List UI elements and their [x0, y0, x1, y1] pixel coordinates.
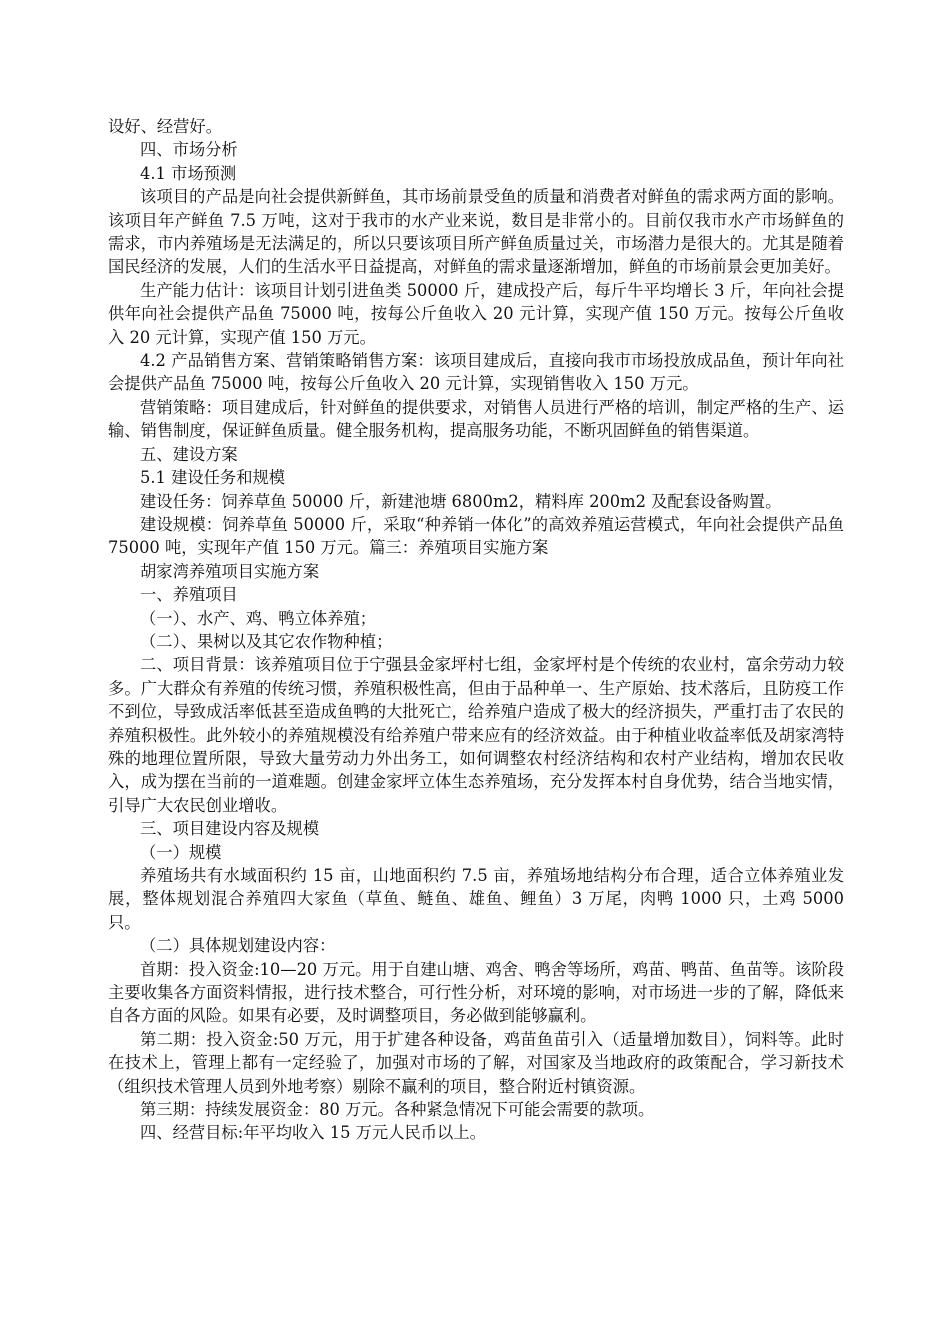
paragraph: 该项目的产品是向社会提供新鲜鱼，其市场前景受鱼的质量和消费者对鲜鱼的需求两方面的影响。该项目年产鲜鱼 7.5 万吨，这对于我市的水产业来说，数目是非常小的。目前仅我市水产市场鲜鱼的需求，市内养殖场是无法满足的，所以只要该项目所产鲜鱼质量过关，市场潜力是很大的。尤其是随着国民经济的发展，人们的生活水平日益提高，对鲜鱼的需求量逐渐增加，鲜鱼的市场前景会更加美好。: [108, 187, 844, 277]
subsection-heading: 4.1 市场预测: [140, 163, 237, 183]
document-title: 胡家湾养殖项目实施方案: [140, 561, 320, 581]
section-heading: 四、市场分析: [140, 140, 238, 160]
paragraph: 养殖场共有水域面积约 15 亩，山地面积约 7.5 亩，养殖场地结构分布合理，适合立体养殖业发展，整体规划混合养殖四大家鱼（草鱼、鲢鱼、雄鱼、鲤鱼）3 万尾，肉鸭 1000 只，土鸡 5000 只。: [108, 866, 844, 932]
paragraph: 二、项目背景：该养殖项目位于宁强县金家坪村七组，金家坪村是个传统的农业村，富余劳动力较多。广大群众有养殖的传统习惯，养殖积极性高，但由于品种单一、生产原始、技术落后，且防疫工作不到位，导致成活率低甚至造成鱼鸭的大批死亡，给养殖户造成了极大的经济损失，严重打击了农民的养殖积极性。此外较小的养殖规模没有给养殖户带来应有的经济效益。由于种植业收益率低及胡家湾特殊的地理位置所限，导致大量劳动力外出务工，如何调整农村经济结构和农村产业结构，增加农民收入，成为摆在当前的一道难题。创建金家坪立体生态养殖场，充分发挥本村自身优势，结合当地实情，引导广大农民创业增收。: [108, 655, 844, 815]
paragraph: 建设任务：饲养草鱼 50000 斤，新建池塘 6800m2，精料库 200m2 及配套设备购置。: [140, 491, 782, 511]
paragraph: 生产能力估计：该项目计划引进鱼类 50000 斤，建成投产后，每斤牛平均增长 3 斤，年向社会提供年向社会提供产品鱼 75000 吨，按每公斤鱼收入 20 元计算，实现产值 150 万元。按每公斤鱼收入 20 元计算，实现产值 150 万元。: [108, 280, 844, 347]
subsection-heading: 5.1 建设任务和规模: [140, 468, 286, 488]
subsection-heading: （一）规模: [140, 842, 222, 862]
list-item: （二）、果树以及其它农作物种植；: [140, 631, 393, 651]
paragraph: 4.2 产品销售方案、营销策略销售方案：该项目建成后，直接向我市市场投放成品鱼，预计年向社会提供产品鱼 75000 吨，按每公斤鱼收入 20 元计算，实现销售收入 150 万元。: [108, 351, 844, 394]
paragraph: 首期：投入资金:10—20 万元。用于自建山塘、鸡舍、鸭舍等场所，鸡苗、鸭苗、鱼苗等。该阶段主要收集各方面资料情报，进行技术整合，可行性分析，对环境的影响，对市场进一步的了解，降低来自各方面的风险。如果有必要，及时调整项目，务必做到能够赢利。: [108, 959, 844, 1026]
section-heading: 一、养殖项目: [140, 585, 238, 605]
document-body: [108, 115, 844, 1145]
paragraph: 第二期：投入资金:50 万元，用于扩建各种设备，鸡苗鱼苗引入（适量增加数目），饲料等。此时在技术上，管理上都有一定经验了，加强对市场的了解，对国家及当地政府的政策配合，学习新技术（组织技术管理人员到外地考察）剔除不赢利的项目，整合附近村镇资源。: [108, 1029, 844, 1096]
section-heading: 五、建设方案: [140, 444, 238, 464]
paragraph: 四、经营目标:年平均收入 15 万元人民币以上。: [140, 1123, 486, 1143]
paragraph: 设好、经营好。: [108, 117, 222, 136]
paragraph: 第三期：持续发展资金：80 万元。各种紧急情况下可能会需要的款项。: [140, 1100, 655, 1120]
list-item: （一）、水产、鸡、鸭立体养殖；: [140, 608, 377, 628]
paragraph: 建设规模：饲养草鱼 50000 斤，采取“种养销一体化”的高效养殖运营模式，年向社会提供产品鱼 75000 吨，实现年产值 150 万元。篇三：养殖项目实施方案: [108, 514, 844, 558]
subsection-heading: （二）具体规划建设内容：: [140, 936, 336, 956]
section-heading: 三、项目建设内容及规模: [140, 819, 320, 839]
paragraph: 营销策略：项目建成后，针对鲜鱼的提供要求，对销售人员进行严格的培训，制定严格的生产、运输、销售制度，保证鲜鱼质量。健全服务机构，提高服务功能，不断巩固鲜鱼的销售渠道。: [108, 397, 844, 441]
